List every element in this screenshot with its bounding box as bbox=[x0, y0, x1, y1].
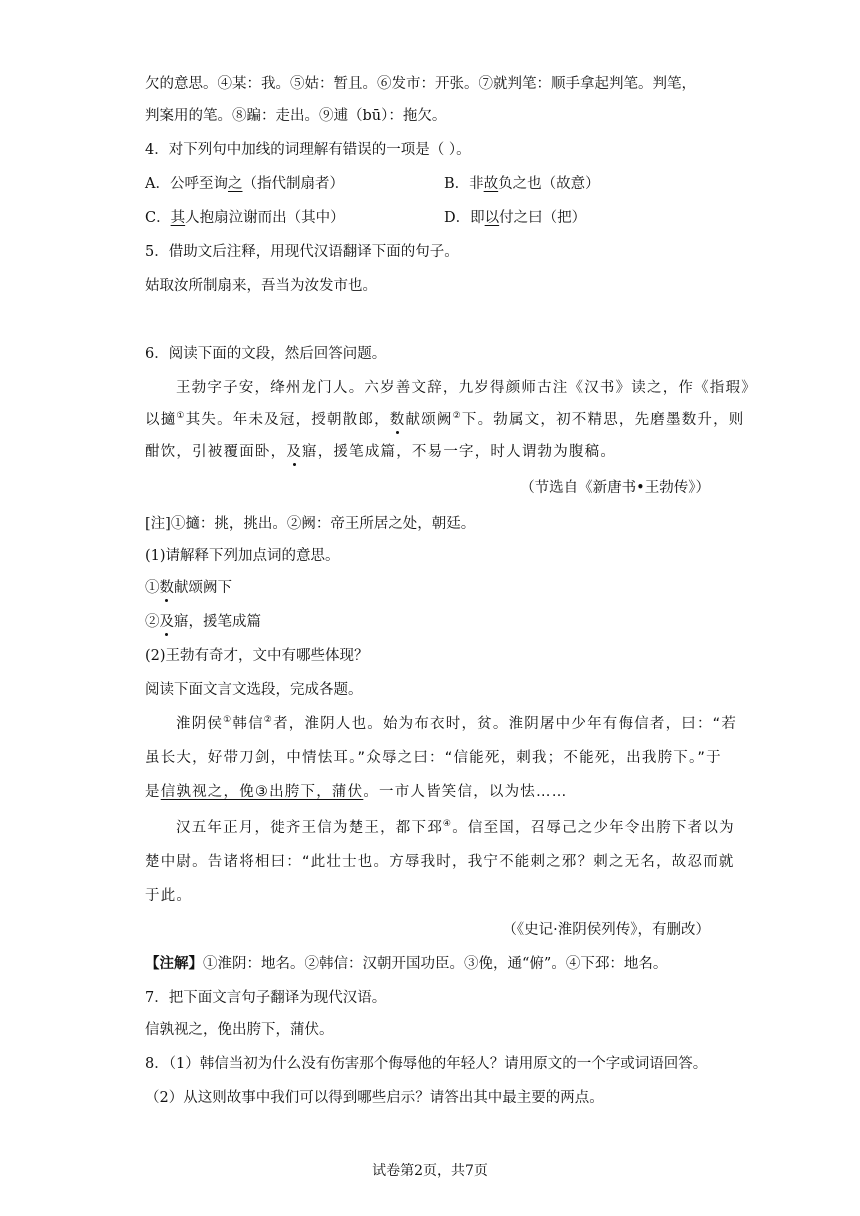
question-5: 5．借助文后注释，用现代汉语翻译下面的句子。 bbox=[145, 244, 459, 260]
question-6: 6．阅读下面的文段，然后回答问题。 bbox=[145, 346, 387, 362]
annotation: 【注解】①淮阴：地名。②韩信：汉朝开国功臣。③俛，通“俯”。④下邳：地名。 bbox=[145, 955, 668, 972]
question-7: 7．把下面文言句子翻译为现代汉语。 bbox=[145, 990, 387, 1006]
question-4: 4．对下列句中加线的词理解有错误的一项是（ ）。 bbox=[145, 142, 471, 158]
question-7-sentence: 信孰视之，俛出胯下，蒲伏。 bbox=[145, 1022, 334, 1038]
reading-instruction: 阅读下面文言文选段，完成各题。 bbox=[145, 682, 363, 698]
passage-line: 虽长大，好带刀剑，中情怯耳。”众辱之曰：“信能死，刺我；不能死，出我胯下。”于 bbox=[145, 750, 722, 766]
option-b: B．非故负之也（故意） bbox=[444, 176, 600, 192]
source-citation: （《史记·淮阴侯列传》，有删改） bbox=[502, 922, 710, 938]
passage-line: 以擿①其失。年未及冠，授朝散郎，数献颂阙②下。勃属文，初不精思，先磨墨数升，则 bbox=[145, 411, 745, 428]
question-8-1: 8．（1）韩信当初为什么没有伤害那个侮辱他的年轻人？请用原文的一个字或词语回答。 bbox=[145, 1056, 708, 1072]
option-a: A．公呼至询之（指代制扇者） bbox=[145, 176, 344, 192]
text-line: 欠的意思。④某：我。⑤姑：暂且。⑥发市：开张。⑦就判笔：顺手拿起判笔。判笔， bbox=[145, 76, 696, 92]
source-citation: （节选自《新唐书•王勃传》） bbox=[520, 480, 710, 496]
passage-line: 汉五年正月，徙齐王信为楚王，都下邳④。信至国，召辱己之少年令出胯下者以为 bbox=[176, 819, 735, 836]
sub-question-item: ①数献颂阙下 bbox=[145, 580, 232, 596]
passage-line: 是信孰视之，俛③出胯下，蒲伏。一市人皆笑信，以为怯…… bbox=[145, 784, 568, 800]
passage-line: 酣饮，引被覆面卧，及寤，援笔成篇，不易一字，时人谓勃为腹稿。 bbox=[145, 444, 617, 460]
option-d: D．即以付之曰（把） bbox=[444, 210, 587, 226]
passage-line: 于此。 bbox=[145, 888, 193, 904]
passage-line: 淮阴侯①韩信②者，淮阴人也。始为布衣时，贫。淮阴屠中少年有侮信者，曰：“若 bbox=[176, 715, 738, 732]
sub-question-item: ②及寤，援笔成篇 bbox=[145, 614, 261, 630]
page-footer: 试卷第2页，共7页 bbox=[372, 1163, 488, 1179]
option-c: C．其人抱扇泣谢而出（其中） bbox=[145, 210, 345, 226]
question-8-2: （2）从这则故事中我们可以得到哪些启示？请答出其中最主要的两点。 bbox=[145, 1090, 604, 1106]
sub-question: (1)请解释下列加点词的意思。 bbox=[145, 548, 340, 564]
annotation: [注]①擿：挑，挑出。②阙：帝王所居之处，朝廷。 bbox=[145, 516, 476, 532]
sub-question: (2)王勃有奇才，文中有哪些体现？ bbox=[145, 648, 369, 664]
question-5-sentence: 姑取汝所制扇来，吾当为汝发市也。 bbox=[145, 278, 377, 294]
passage-line: 王勃字子安，绛州龙门人。六岁善文辞，九岁得颜师古注《汉书》读之，作《指瑕》 bbox=[176, 380, 757, 396]
passage-line: 楚中尉。告诸将相曰：“此壮士也。方辱我时，我宁不能刺之邪？刺之无名，故忍而就 bbox=[145, 854, 735, 870]
text-line: 判案用的笔。⑧蹁：走出。⑨逋（bū）：拖欠。 bbox=[145, 108, 447, 124]
